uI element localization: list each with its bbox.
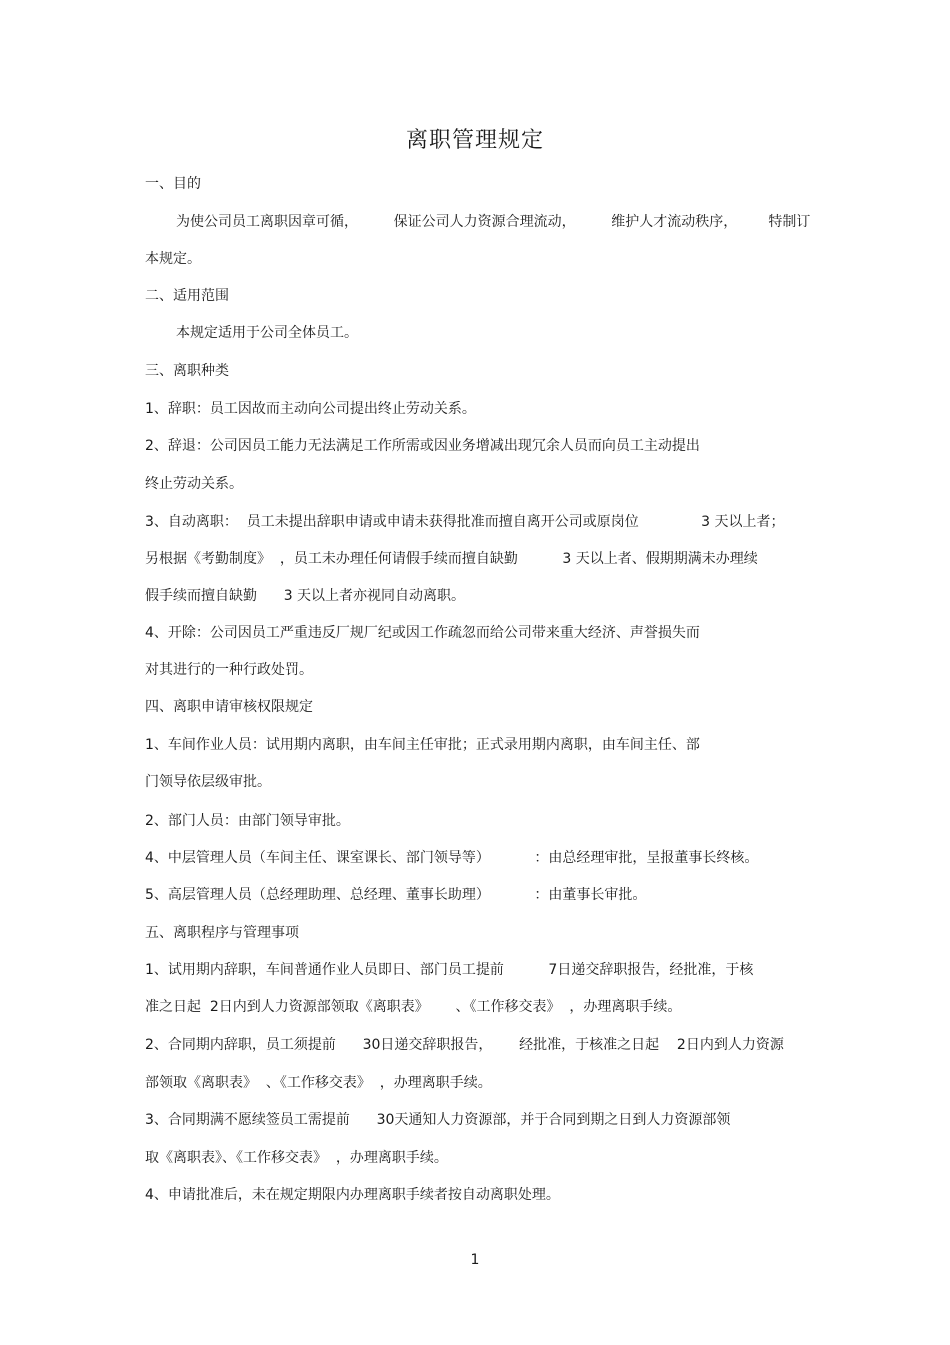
paragraph-line: 取《离职表》、《工作移交表》 ，办理离职手续。 xyxy=(145,1150,448,1166)
list-item: 2、辞退：公司因员工能力无法满足工作所需或因业务增减出现冗余人员而向员工主动提出 xyxy=(145,438,700,454)
list-item: 5、高层管理人员（总经理助理、总经理、董事长助理） ：由董事长审批。 xyxy=(145,887,647,903)
paragraph-line: 本规定适用于公司全体员工。 xyxy=(176,325,358,341)
list-item: 4、开除：公司因员工严重违反厂规厂纪或因工作疏忽而给公司带来重大经济、声誉损失而 xyxy=(145,625,700,641)
document-title: 离职管理规定 xyxy=(405,128,544,153)
section-heading-scope: 二、适用范围 xyxy=(145,288,229,304)
list-item: 1、车间作业人员：试用期内离职，由车间主任审批；正式录用期内离职，由车间主任、部 xyxy=(145,737,700,753)
list-item: 3、自动离职： 员工未提出辞职申请或申请未获得批准而擅自离开公司或原岗位 3 天以上者； xyxy=(145,514,785,530)
list-item: 4、申请批准后，未在规定期限内办理离职手续者按自动离职处理。 xyxy=(145,1187,560,1203)
list-item: 2、部门人员：由部门领导审批。 xyxy=(145,813,350,829)
paragraph-line: 对其进行的一种行政处罚。 xyxy=(145,662,313,678)
paragraph-line: 假手续而擅自缺勤 3 天以上者亦视同自动离职。 xyxy=(145,588,466,604)
section-heading-purpose: 一、目的 xyxy=(145,176,201,192)
paragraph-line: 终止劳动关系。 xyxy=(145,476,243,492)
paragraph-line: 另根据《考勤制度》 ，员工未办理任何请假手续而擅自缺勤 3 天以上者、假期期满未办理续 xyxy=(145,551,758,567)
section-heading-approval: 四、离职申请审核权限规定 xyxy=(145,699,313,715)
list-item: 3、合同期满不愿续签员工需提前 30天通知人力资源部，并于合同到期之日到人力资源部领 xyxy=(145,1112,731,1128)
paragraph-line: 准之日起 2日内到人力资源部领取《离职表》 、《工作移交表》 ，办理离职手续。 xyxy=(145,999,682,1015)
section-heading-types: 三、离职种类 xyxy=(145,363,229,379)
paragraph-line: 本规定。 xyxy=(145,251,201,267)
list-item: 2、合同期内辞职，员工须提前 30日递交辞职报告， 经批准，于核准之日起 2日内到人力资源 xyxy=(145,1037,784,1053)
list-item: 1、辞职：员工因故而主动向公司提出终止劳动关系。 xyxy=(145,401,476,417)
list-item: 1、试用期内辞职，车间普通作业人员即日、部门员工提前 7日递交辞职报告，经批准，于核 xyxy=(145,962,754,978)
paragraph-line: 为使公司员工离职因章可循， 保证公司人力资源合理流动， 维护人才流动秩序， 特制订 xyxy=(176,214,811,230)
paragraph-line: 门领导依层级审批。 xyxy=(145,774,271,790)
paragraph-line: 部领取《离职表》 、《工作移交表》 ，办理离职手续。 xyxy=(145,1075,492,1091)
section-heading-procedure: 五、离职程序与管理事项 xyxy=(145,925,299,941)
list-item: 4、中层管理人员（车间主任、课室课长、部门领导等） ：由总经理审批，呈报董事长终核。 xyxy=(145,850,759,866)
page-number: 1 xyxy=(470,1252,480,1268)
